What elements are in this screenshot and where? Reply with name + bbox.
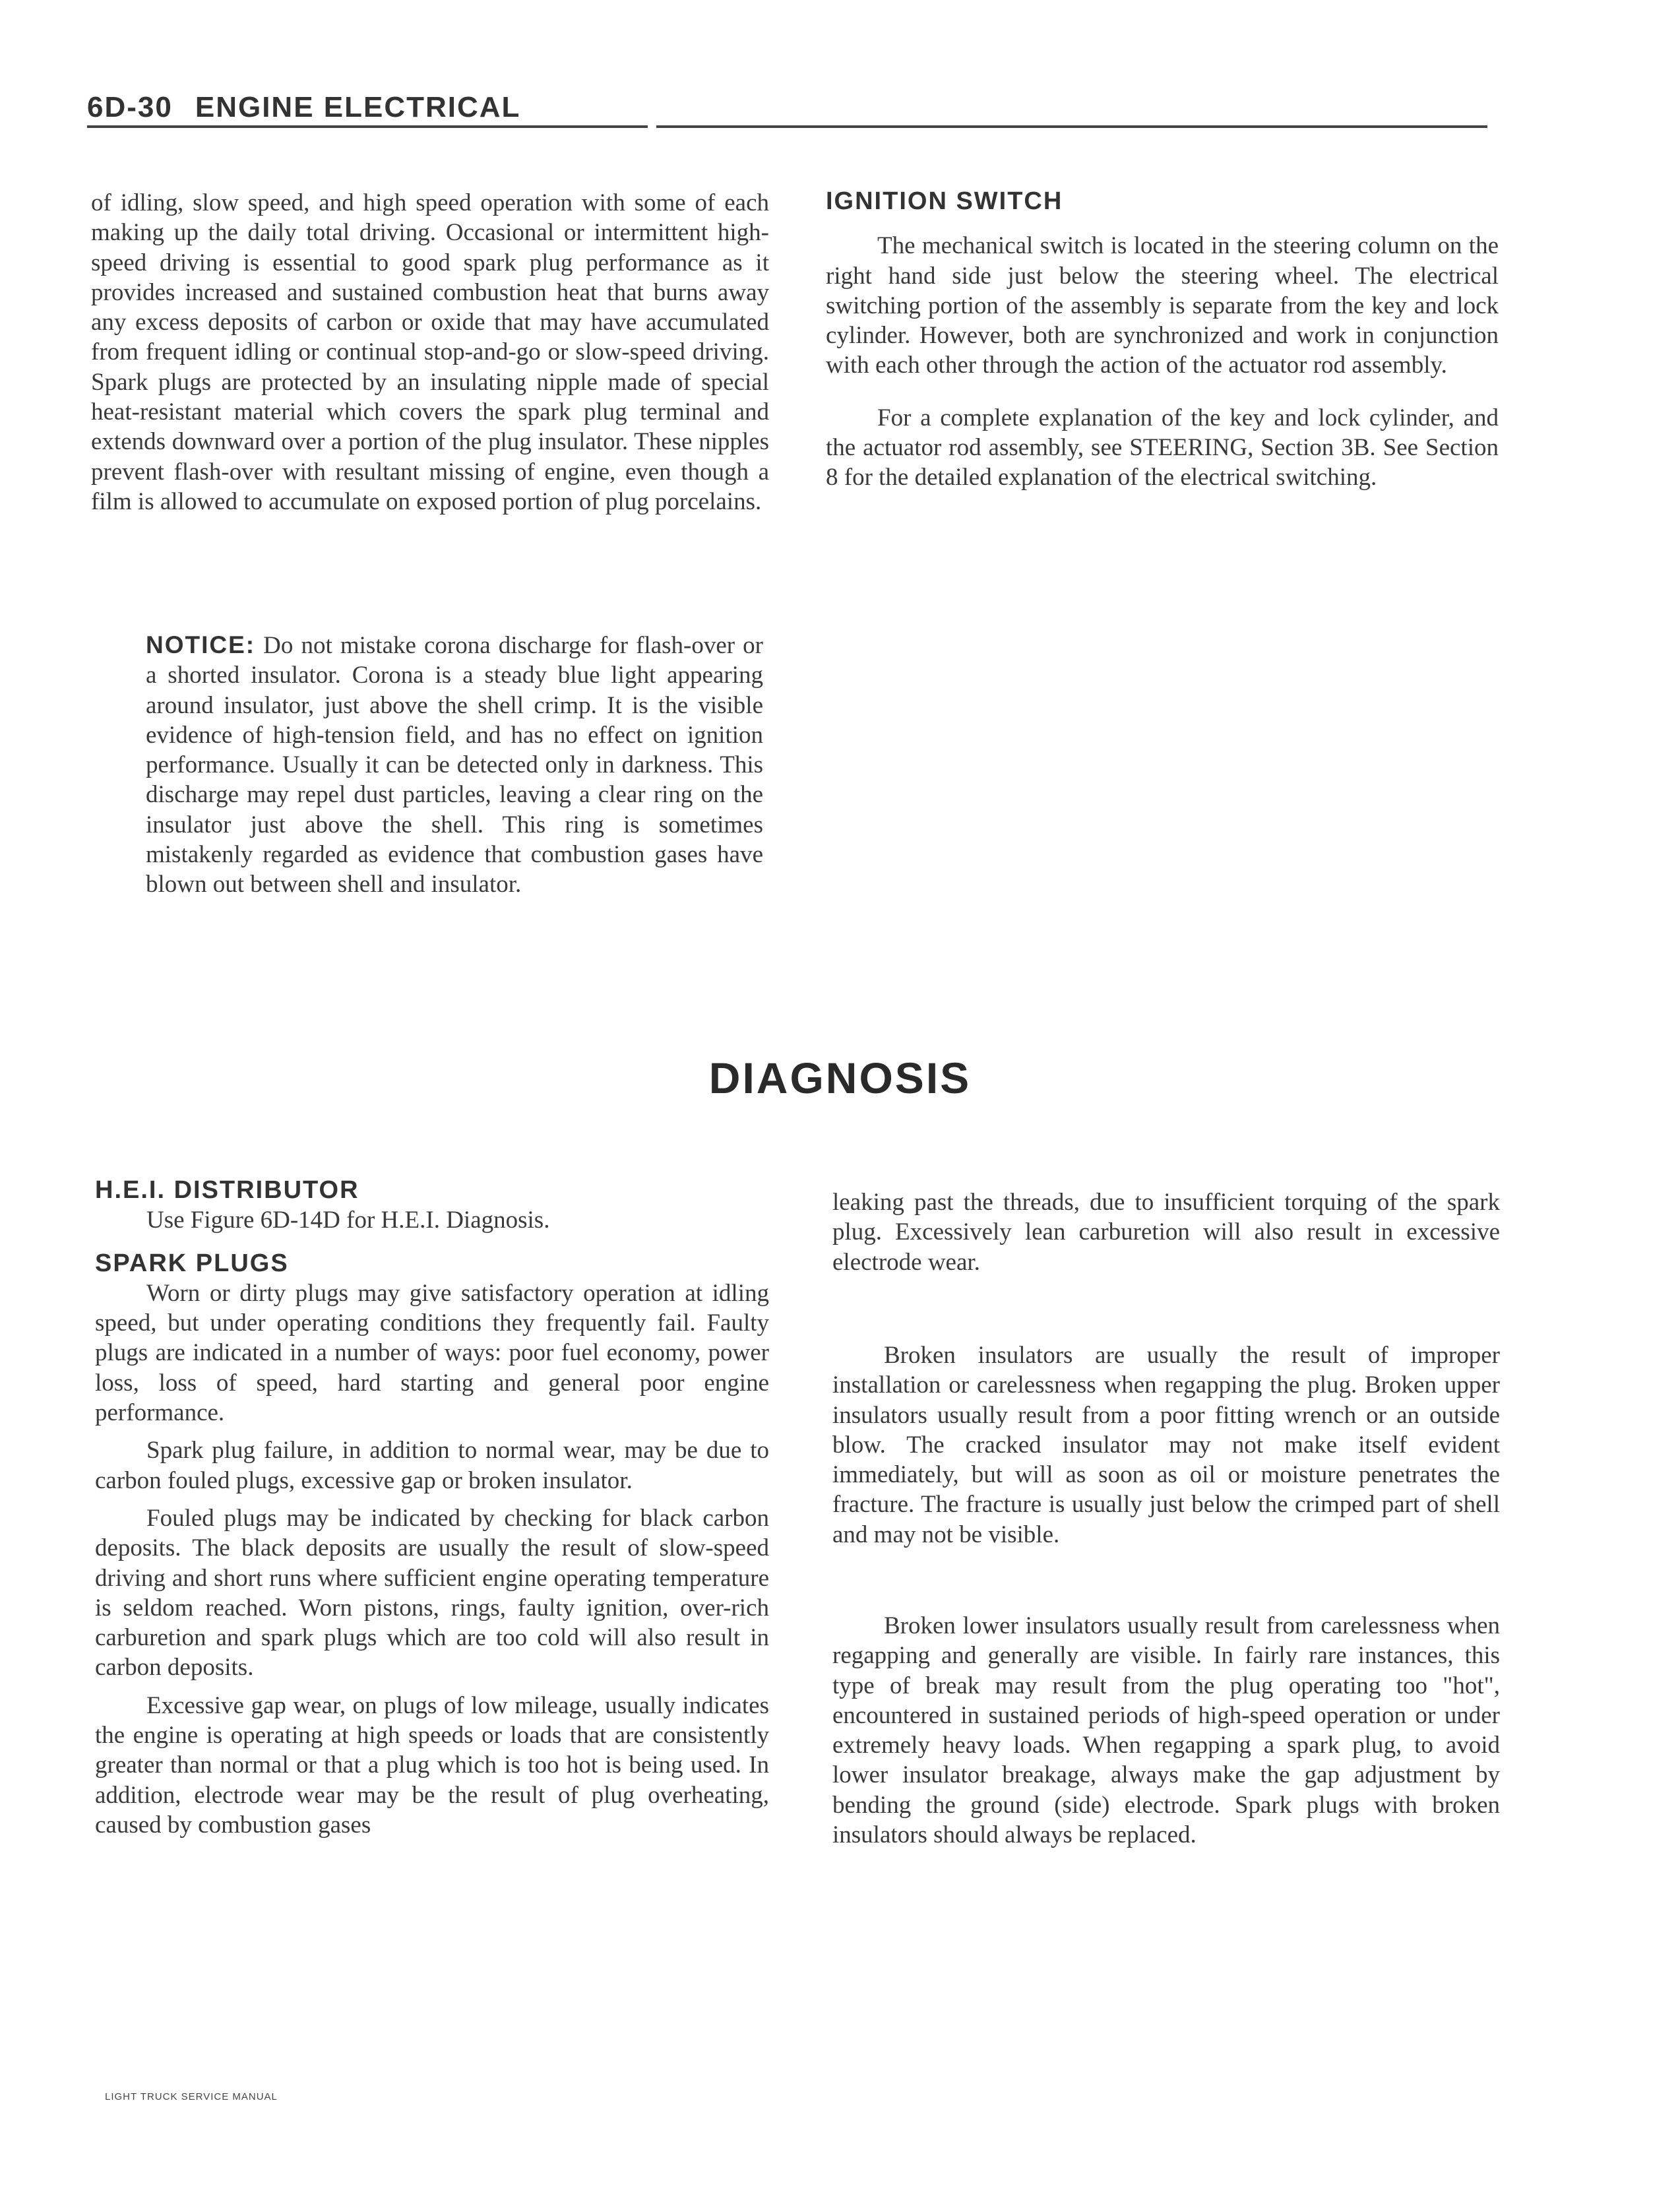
ignition-heading: IGNITION SWITCH: [826, 187, 1063, 215]
paragraph: Excessive gap wear, on plugs of low mileage, usually indicates the engine is operating at high speeds or loads that are consistently greater than normal or that a plug which is too hot is being used. In addition, electrode wear may be the result of plug overheating, caused by combustion gases: [95, 1691, 769, 1839]
hei-heading: H.E.I. DISTRIBUTOR: [95, 1176, 359, 1204]
ignition-switch-section: [826, 187, 1499, 493]
section-title: ENGINE ELECTRICAL: [195, 91, 521, 123]
paragraph: Spark plug failure, in addition to normal wear, may be due to carbon fouled plugs, excessive gap or broken insulator.: [95, 1437, 769, 1494]
header-rule-right: [656, 125, 1487, 128]
diagnosis-right-para-2: [832, 1340, 1500, 1550]
paragraph: Broken lower insulators usually result from carelessness when regapping and generally are visible. In fairly rare instances, this type of break may result from the plug operating too "hot", encountered in sustained periods of high-speed operation or under extremely heavy loads. When regapping a spark plug, to avoid lower insulator breakage, always make the gap adjustment by bending the ground (side) electrode. Spark plugs with broken insulators should always be replaced.: [832, 1612, 1500, 1849]
paragraph: leaking past the threads, due to insufficient torquing of the spark plug. Excessively lean carburetion will also result in excessive electrode wear.: [832, 1189, 1500, 1276]
diagnosis-right-para-1: [832, 1187, 1500, 1277]
paragraph: Fouled plugs may be indicated by checking for black carbon deposits. The black deposits are usually the result of slow-speed driving and short runs where sufficient engine operating temperature is seldom reached. Worn pistons, rings, faulty ignition, over-rich carburetion and spark plugs which are too cold will also result in carbon deposits.: [95, 1504, 769, 1682]
notice-box: [146, 630, 763, 900]
notice-label: NOTICE:: [146, 631, 256, 658]
notice-text: Do not mistake corona discharge for flash-over or a shorted insulator. Corona is a steady blue light appearing around insulator, just above the shell crimp. It is the visible evidence of high-tension field, and has no effect on ignition performance. Usually it can be detected only in darkness. This discharge may repel dust particles, leaving a clear ring on the insulator just above the shell. This ring is sometimes mistakenly regarded as evidence that combustion gases have blown out between shell and insulator.: [146, 632, 763, 898]
left-top-text: [91, 188, 769, 517]
header-rule: [87, 125, 648, 128]
paragraph: Worn or dirty plugs may give satisfactory operation at idling speed, but under operating conditions they frequently fail. Faulty plugs are indicated in a number of ways: poor fuel economy, power loss, loss of speed, hard starting and general poor engine performance.: [95, 1279, 769, 1427]
paragraph: The mechanical switch is located in the steering column on the right hand side just below the steering wheel. The electrical switching portion of the assembly is separate from the key and lock cylinder. However, both are synchronized and work in conjunction with each other through the action of the actuator rod assembly.: [826, 232, 1499, 379]
diagnosis-left-column: [95, 1176, 769, 1840]
diagnosis-right-para-3: [832, 1611, 1500, 1850]
paragraph: Broken insulators are usually the result of improper installation or carelessness when regapping the plug. Broken upper insulators usually result from a poor fitting wrench or an outside blow. The cracked insulator may not make itself evident immediately, but will as soon as oil or moisture penetrates the fracture. The fracture is usually just below the crimped part of shell and may not be visible.: [832, 1342, 1500, 1548]
hei-text: Use Figure 6D-14D for H.E.I. Diagnosis.: [146, 1207, 550, 1234]
page-number: 6D-30: [87, 91, 173, 123]
paragraph: For a complete explanation of the key and lock cylinder, and the actuator rod assembly, see STEERING, Section 3B. See Section 8 for the detailed explanation of the electrical switching.: [826, 404, 1499, 491]
page-header: [87, 91, 543, 124]
diagnosis-title: DIAGNOSIS: [708, 1054, 972, 1102]
paragraph: of idling, slow speed, and high speed operation with some of each making up the daily total driving. Occasional or intermittent high-speed driving is essential to good spark plug performance as it provides increased and sustained combustion heat that burns away any excess deposits of carbon or oxide that may have accumulated from frequent idling or continual stop-and-go or slow-speed driving. Spark plugs are protected by an insulating nipple made of special heat-resistant material which covers the spark plug terminal and extends downward over a portion of the plug insulator. These nipples prevent flash-over with resultant missing of engine, even though a film is allowed to accumulate on exposed portion of plug porcelains.: [91, 189, 769, 515]
footer: LIGHT TRUCK SERVICE MANUAL: [105, 2091, 278, 2102]
spark-plugs-heading: SPARK PLUGS: [95, 1249, 289, 1277]
